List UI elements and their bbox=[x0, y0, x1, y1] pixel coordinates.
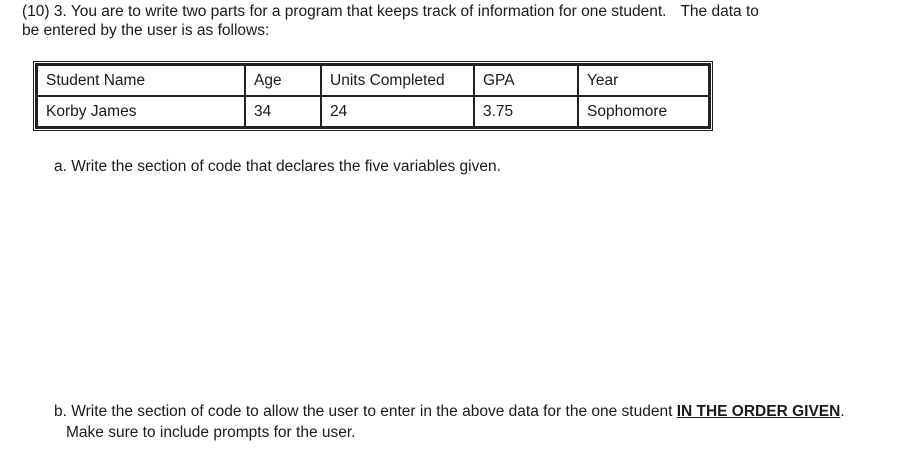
cell-gpa: 3.75 bbox=[474, 96, 578, 127]
part-b-text: b. Write the section of code to allow the user to enter in the above data for the one student bbox=[54, 403, 677, 420]
header-units-completed: Units Completed bbox=[321, 65, 474, 96]
intro-line-2: be entered by the user is as follows: bbox=[22, 22, 270, 39]
part-b-period: . bbox=[840, 403, 845, 420]
cell-year: Sophomore bbox=[578, 96, 709, 127]
header-gpa: GPA bbox=[474, 65, 578, 96]
part-b-paragraph bbox=[54, 401, 854, 443]
table-data-row bbox=[37, 96, 709, 127]
intro-line-1-tail: The data to bbox=[680, 3, 759, 20]
part-a-text: a. Write the section of code that declares the five variables given. bbox=[54, 158, 501, 175]
student-data-table bbox=[33, 61, 713, 131]
header-student-name: Student Name bbox=[37, 65, 245, 96]
cell-age: 34 bbox=[245, 96, 321, 127]
cell-student-name: Korby James bbox=[37, 96, 245, 127]
intro-line-1: (10) 3. You are to write two parts for a program that keeps track of information for one student. bbox=[22, 3, 667, 20]
table-header-row bbox=[37, 65, 709, 96]
header-age: Age bbox=[245, 65, 321, 96]
question-intro bbox=[22, 2, 872, 40]
part-b-emphasis: IN THE ORDER GIVEN bbox=[676, 403, 841, 420]
cell-units-completed: 24 bbox=[321, 96, 474, 127]
part-b-instruction: Make sure to include prompts for the user. bbox=[66, 424, 356, 441]
header-year: Year bbox=[578, 65, 709, 96]
